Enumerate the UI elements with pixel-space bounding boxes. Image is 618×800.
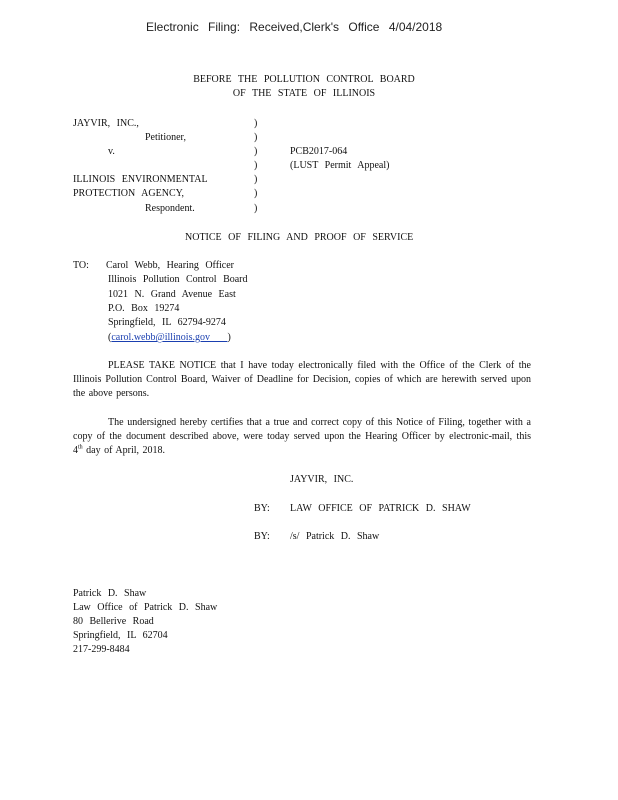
case-number: PCB2017-064 xyxy=(290,146,348,157)
ordinal-suffix: th xyxy=(78,444,83,451)
to-label: TO: xyxy=(73,260,89,271)
signature-party: JAYVIR, INC. xyxy=(290,474,354,485)
respondent-name-line1: ILLINOIS ENVIRONMENTAL xyxy=(73,174,208,185)
attorney-firm: Law Office of Patrick D. Shaw xyxy=(73,602,218,613)
court-heading-line1: BEFORE THE POLLUTION CONTROL BOARD xyxy=(193,74,415,85)
email-open-paren: ( xyxy=(108,332,112,343)
certification-text: The undersigned hereby certifies that a true and correct copy of this Notice of Filing, together with a copy of the document described above, were today served upon the Hearing Officer by electronic-mail, this 4 xyxy=(73,417,531,456)
recipient-street: 1021 N. Grand Avenue East xyxy=(108,289,236,300)
petitioner-role: Petitioner, xyxy=(145,132,186,143)
certification-paragraph xyxy=(73,416,531,458)
caption-bracket: ) xyxy=(254,160,258,171)
petitioner-name: JAYVIR, INC., xyxy=(73,118,139,129)
recipient-city: Springfield, IL 62794-9274 xyxy=(108,317,226,328)
by-label: BY: xyxy=(254,531,270,542)
filing-stamp: Electronic Filing: Received,Clerk's Office 4/04/2018 xyxy=(146,20,443,34)
caption-bracket: ) xyxy=(254,188,258,199)
versus: v. xyxy=(108,146,115,157)
caption-bracket: ) xyxy=(254,132,258,143)
recipient-po-box: P.O. Box 19274 xyxy=(108,303,180,314)
recipient-name: Carol Webb, Hearing Officer xyxy=(106,260,235,271)
notice-paragraph: PLEASE TAKE NOTICE that I have today electronically filed with the Office of the Clerk of the Illinois Pollution Control Board, Waiver of Deadline for Decision, copies of which are herewith served upon the above persons. xyxy=(73,360,531,399)
recipient-email-line xyxy=(108,331,231,345)
by-label: BY: xyxy=(254,503,270,514)
attorney-street: 80 Bellerive Road xyxy=(73,616,154,627)
recipient-org: Illinois Pollution Control Board xyxy=(108,274,248,285)
case-type: (LUST Permit Appeal) xyxy=(290,160,390,171)
recipient-email-link[interactable]: carol.webb@illinois.gov xyxy=(111,332,210,343)
respondent-role: Respondent. xyxy=(145,203,195,214)
caption-bracket: ) xyxy=(254,203,258,214)
court-heading-line2: OF THE STATE OF ILLINOIS xyxy=(232,88,376,99)
signature-firm: LAW OFFICE OF PATRICK D. SHAW xyxy=(290,503,471,514)
email-close-paren: ) xyxy=(227,332,231,343)
attorney-city: Springfield, IL 62704 xyxy=(73,630,168,641)
caption-bracket: ) xyxy=(254,174,258,185)
attorney-name: Patrick D. Shaw xyxy=(73,588,147,599)
signature-signer: /s/ Patrick D. Shaw xyxy=(290,531,380,542)
email-link-trailing xyxy=(210,332,231,343)
certification-date: day of April, 2018. xyxy=(82,445,165,456)
notice-title: NOTICE OF FILING AND PROOF OF SERVICE xyxy=(185,232,414,243)
caption-bracket: ) xyxy=(254,146,258,157)
respondent-name-line2: PROTECTION AGENCY, xyxy=(73,188,185,199)
caption-bracket: ) xyxy=(254,118,258,129)
attorney-phone: 217-299-8484 xyxy=(73,644,130,655)
